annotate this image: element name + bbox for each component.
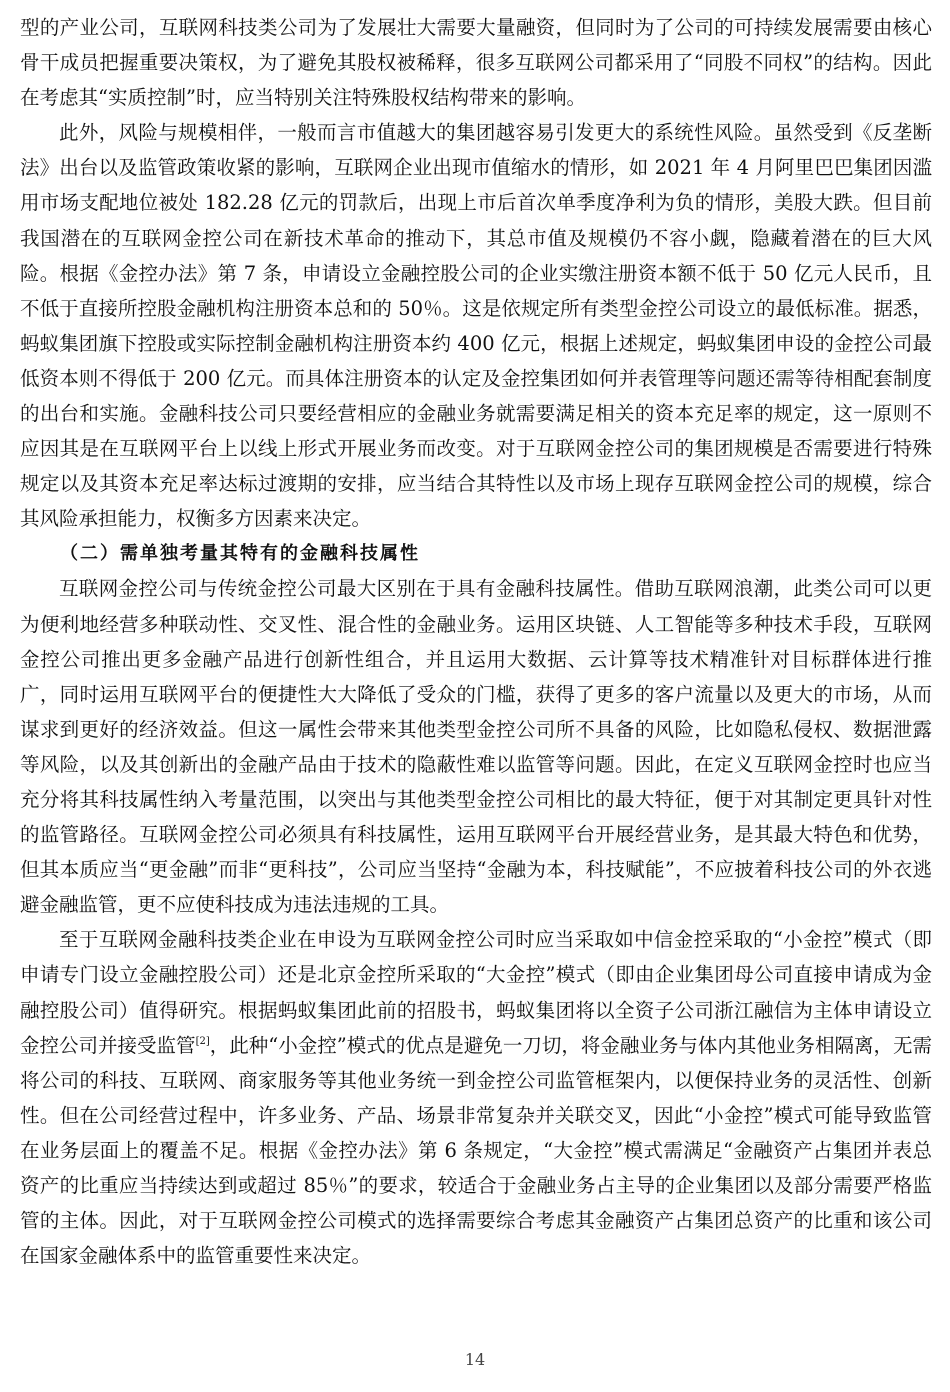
body-text xyxy=(20,10,932,1273)
section-heading: （二）需单独考量其特有的金融科技属性 xyxy=(60,543,420,565)
paragraph-holding-model-text-b: ，此种“小金控”模式的优点是避免一刀切，将金融业务与体内其他业务相隔离，无需将公司的科技、互联网、商家服务等其他业务统一到金控公司监管框架内，以便保持业务的灵活性、创新性。但在公司经营过程中，许多业务、产品、场景非常复杂并关联交叉，因此“小金控”模式可能导致监管在业务层面上的覆盖不足。根据《金控办法》第 6 条规定，“大金控”模式需满足“金融资产占集团并表总资产的比重应当持续达到或超过 85％”的要求，较适合于金融业务占主导的企业集团以及部分需要严格监管的主体。因此，对于互联网金控公司模式的选择需要综合考虑其金融资产占集团总资产的比重和该公司在国家金融体系中的监管重要性来决定。 xyxy=(20,1033,932,1268)
page-number: 14 xyxy=(464,1350,486,1369)
paragraph-fintech-text: 互联网金控公司与传统金控公司最大区别在于具有金融科技属性。借助互联网浪潮，此类公司可以更为便利地经营多种联动性、交叉性、混合性的金融业务。运用区块链、人工智能等多种技术手段，互联网金控公司推出更多金融产品进行创新性组合，并且运用大数据、云计算等技术精准针对目标群体进行推广，同时运用互联网平台的便捷性大大降低了受众的门槛，获得了更多的客户流量以及更大的市场，从而谋求到更好的经济效益。但这一属性会带来其他类型金控公司所不具备的风险，比如隐私侵权、数据泄露等风险，以及其创新出的金融产品由于技术的隐蔽性难以监管等问题。因此，在定义互联网金控时也应当充分将其科技属性纳入考量范围，以突出与其他类型金控公司相比的最大特征，便于对其制定更具针对性的监管路径。互联网金控公司必须具有科技属性，运用互联网平台开展经营业务，是其最大特色和优势，但其本质应当“更金融”而非“更科技”，公司应当坚持“金融为本，科技赋能”，不应披着科技公司的外衣逃避金融监管，更不应使科技成为违法违规的工具。 xyxy=(20,577,932,917)
paragraph-continuation: 型的产业公司，互联网科技类公司为了发展壮大需要大量融资，但同时为了公司的可持续发展需要由核心骨干成员把握重要决策权，为了避免其股权被稀释，很多互联网公司都采用了“同股不同权”的结构。因此在考虑其“实质控制”时，应当特别关注特殊股权结构带来的影响。 xyxy=(20,16,932,110)
paragraph-holding-model xyxy=(20,922,932,1273)
footnote-reference[interactable]: [2] xyxy=(195,1035,210,1047)
paragraph-fintech-attribute xyxy=(20,571,932,922)
paragraph-holding-model-text-a: 至于互联网金融科技类企业在申设为互联网金控公司时应当采取如中信金控采取的“小金控”模式（即申请专门设立金融控股公司）还是北京金控所采取的“大金控”模式（即由企业集团母公司直接申请成为金融控股公司）值得研究。根据蚂蚁集团此前的招股书，蚂蚁集团将以全资子公司浙江融信为主体申请设立金控公司并接受监管 xyxy=(20,928,932,1057)
paragraph-risk-scale: 此外，风险与规模相伴，一般而言市值越大的集团越容易引发更大的系统性风险。虽然受到《反垄断法》出台以及监管政策收紧的影响，互联网企业出现市值缩水的情形，如 2021 年 4 月阿里巴巴集团因滥用市场支配地位被处 182.28 亿元的罚款后，出现上市后首次单季度净利为负的情形，美股大跌。但目前我国潜在的互联网金控公司在新技术革命的推动下，其总市值及规模仍不容小觑，隐藏着潜在的巨大风险。根据《金控办法》第 7 条，申请设立金融控股公司的企业实缴注册资本额不低于 50 亿元人民币，且不低于直接所控股金融机构注册资本总和的 50％。这是依规定所有类型金控公司设立的最低标准。据悉，蚂蚁集团旗下控股或实际控制金融机构注册资本约 400 亿元，根据上述规定，蚂蚁集团申设的金控公司最低资本则不得低于 200 亿元。而具体注册资本的认定及金控集团如何并表管理等问题还需等待相配套制度的出台和实施。金融科技公司只要经营相应的金融业务就需要满足相关的资本充足率的规定，这一原则不应因其是在互联网平台上以线上形式开展业务而改变。对于互联网金控公司的集团规模是否需要进行特殊规定以及其资本充足率达标过渡期的安排，应当结合其特性以及市场上现存互联网金控公司的规模，综合其风险承担能力，权衡多方因素来决定。 xyxy=(20,121,932,531)
